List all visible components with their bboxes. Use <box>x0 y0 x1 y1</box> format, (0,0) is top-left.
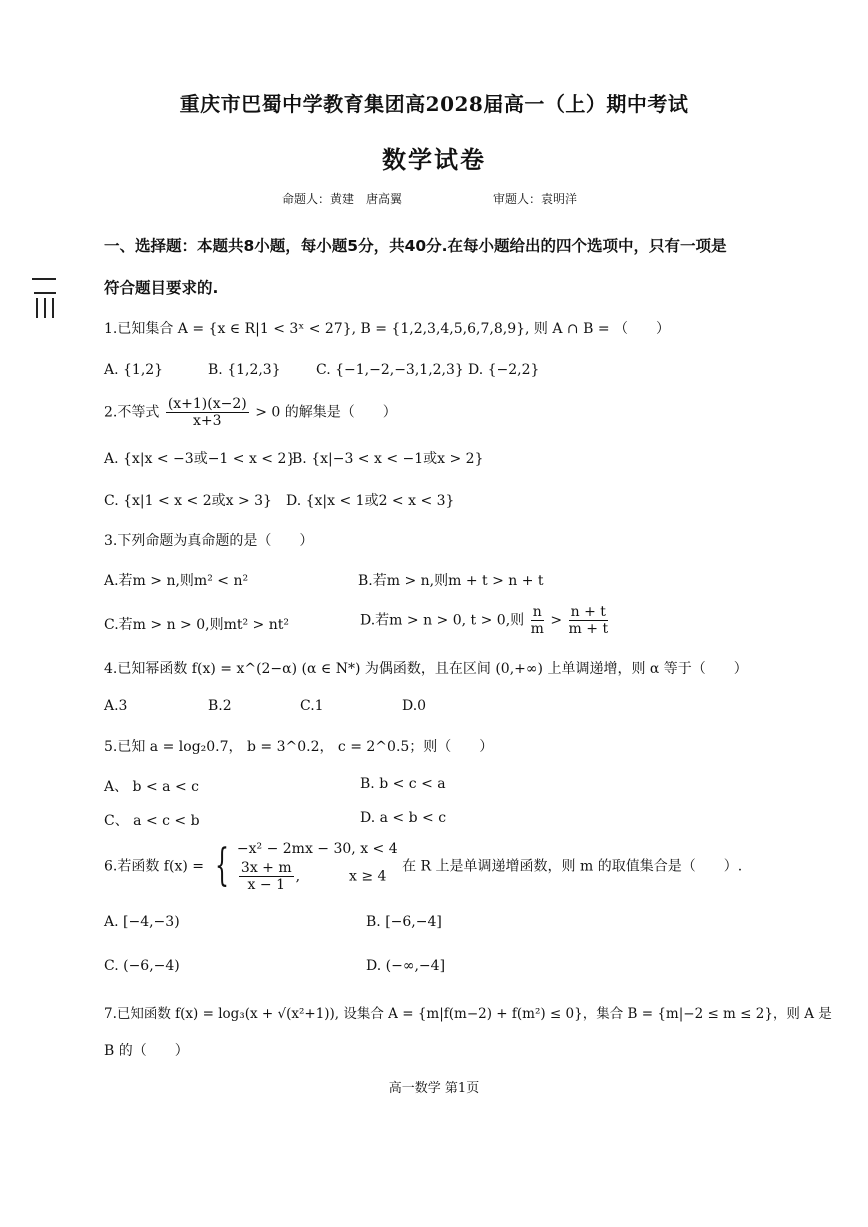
piecewise-fraction <box>239 860 294 893</box>
question-3-option-c: C.若m > n > 0,则mt² > nt² <box>104 617 289 633</box>
question-6-option-b: B. [−6,−4] <box>366 914 442 930</box>
reviewer-label: 审题人：袁明洋 <box>493 192 578 206</box>
question-3-option-d-fraction-2 <box>569 604 609 637</box>
question-2-prefix: 2.不等式 <box>104 404 160 421</box>
question-2-option-a: A. {x|x < −3或−1 < x < 2} <box>104 451 296 467</box>
exam-subtitle: 数学试卷 <box>382 145 486 174</box>
question-1-option-b: B. {1,2,3} <box>208 362 281 378</box>
question-1-stem: 1.已知集合 A = {x ∈ R|1 < 3ˣ < 27}, B = {1,2,3,4,5,6,7,8,9}, 则 A ∩ B = （ ） <box>104 321 671 337</box>
fraction-numerator: 3x + m <box>240 860 292 876</box>
piecewise-condition: x ≥ 4 <box>349 868 387 885</box>
question-6-option-a: A. [−4,−3) <box>104 914 180 930</box>
question-3-stem: 3.下列命题为真命题的是（ ） <box>104 533 314 549</box>
question-2-stem <box>104 396 397 429</box>
question-3-option-b: B.若m > n,则m + t > n + t <box>358 573 544 589</box>
question-4-option-a: A.3 <box>104 698 128 714</box>
piecewise-case-1: −x² − 2mx − 30, x < 4 <box>236 841 398 857</box>
question-6-piecewise <box>237 838 398 893</box>
fraction-numerator: n <box>531 604 544 621</box>
question-2-numerator: (x+1)(x−2) <box>167 396 247 412</box>
question-3-option-d <box>360 604 610 637</box>
fraction-denominator: x − 1 <box>247 877 285 893</box>
question-5-option-d: D. a < b < c <box>360 810 447 826</box>
section-heading-line2: 符合题目要求的. <box>104 279 219 297</box>
question-5-option-b: B. b < c < a <box>360 776 446 792</box>
question-1-option-c: C. {−1,−2,−3,1,2,3} <box>316 362 464 378</box>
question-7-line-2: B 的（ ） <box>104 1043 189 1059</box>
greater-than-sign: > <box>550 612 563 629</box>
question-1-option-d: D. {−2,2} <box>468 362 540 378</box>
question-6-option-c: C. (−6,−4) <box>104 958 180 974</box>
question-4-option-c: C.1 <box>300 698 324 714</box>
question-3-option-d-prefix: D.若m > n > 0, t > 0,则 <box>360 612 525 629</box>
question-5-option-a: A、 b < a < c <box>104 779 199 795</box>
piecewise-brace: { <box>215 839 230 891</box>
piecewise-case-2: $\frac{3x + m}{x - 1}$ , x ≥ 4 <box>240 860 387 893</box>
question-3-option-a: A.若m > n,则m² < n² <box>104 573 249 589</box>
question-6-suffix: 在 R 上是单调递增函数，则 m 的取值集合是（ ）. <box>402 858 743 875</box>
question-2-option-d: D. {x|x < 1或2 < x < 3} <box>286 493 455 509</box>
question-2-suffix: > 0 的解集是（ ） <box>255 404 397 421</box>
fraction-denominator: m + t <box>568 621 609 637</box>
margin-mark <box>32 278 58 320</box>
question-5-stem: 5.已知 a = log₂0.7， b = 3^0.2， c = 2^0.5；则（ ） <box>104 739 494 755</box>
question-4-stem: 4.已知幂函数 f(x) = x^(2−α) (α ∈ N*) 为偶函数，且在区间 (0,+∞) 上单调递增，则 α 等于（ ） <box>104 661 748 677</box>
question-7-line-1: 7.已知函数 f(x) = log₃(x + √(x²+1)), 设集合 A = {m|f(m−2) + f(m²) ≤ 0}，集合 B = {m|−2 ≤ m ≤ 2}，则 A 是 <box>104 1006 832 1022</box>
question-6-option-d: D. (−∞,−4] <box>366 958 446 974</box>
fraction-numerator: n + t <box>569 604 609 621</box>
question-3-option-d-fraction-1 <box>531 604 544 637</box>
exam-title: 重庆市巴蜀中学教育集团高2028届高一（上）期中考试 <box>179 92 689 116</box>
fraction-denominator: m <box>530 621 544 637</box>
question-6-prefix: 6.若函数 f(x) = <box>104 858 204 875</box>
question-1-option-a: A. {1,2} <box>104 362 164 378</box>
section-heading-line1: 一、选择题：本题共8小题，每小题5分，共40分.在每小题给出的四个选项中，只有一项是 <box>104 237 727 255</box>
question-2-option-b: B. {x|−3 < x < −1或x > 2} <box>292 451 484 467</box>
question-2-option-c: C. {x|1 < x < 2或x > 3} <box>104 493 272 509</box>
question-2-fraction <box>166 396 249 429</box>
page-footer: 高一数学 第1页 <box>388 1081 480 1096</box>
question-6-stem <box>104 838 742 893</box>
author-label: 命题人：黄建 唐高翼 <box>282 192 403 206</box>
question-4-option-b: B.2 <box>208 698 232 714</box>
question-5-option-c: C、 a < c < b <box>104 813 200 829</box>
question-4-option-d: D.0 <box>402 698 427 714</box>
question-2-denominator: x+3 <box>193 413 222 429</box>
